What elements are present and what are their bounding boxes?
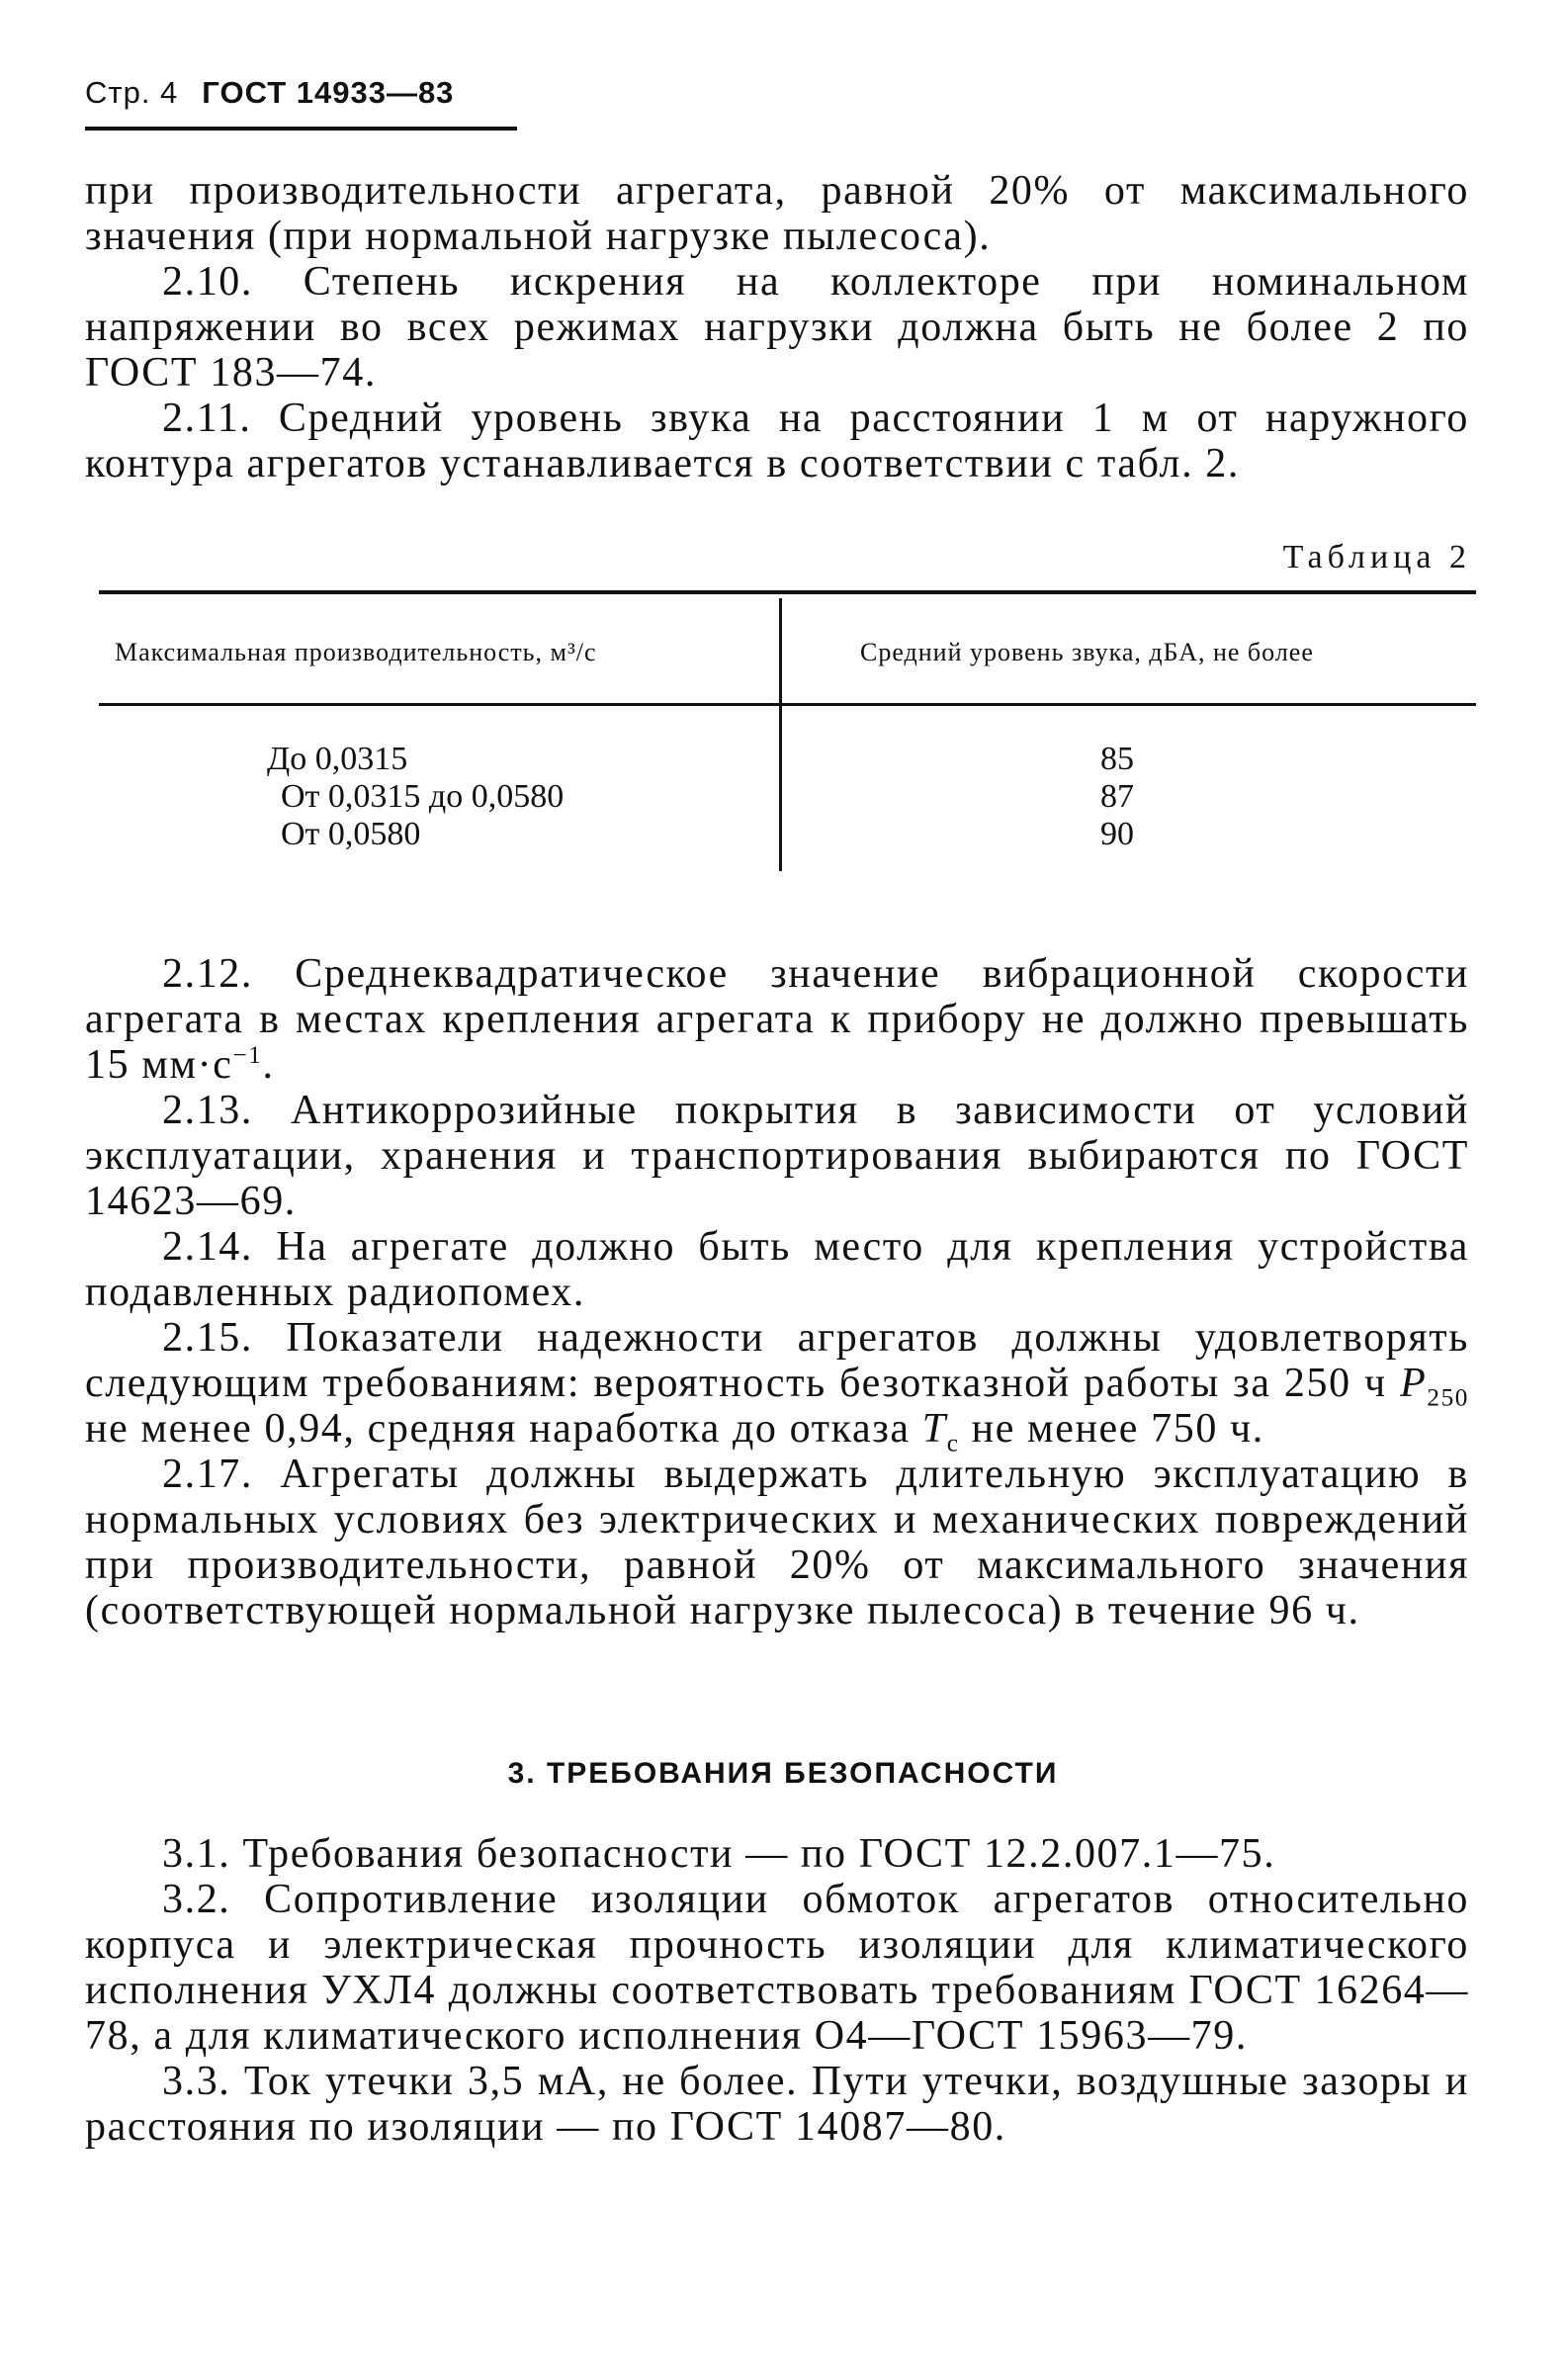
table-header-rule (99, 703, 1476, 706)
unit-exponent: −1 (232, 1042, 263, 1069)
symbol-p-subscript: 250 (1427, 1384, 1469, 1412)
table-cell-level: 85 (1100, 741, 1134, 777)
paragraph-2-15-end: не менее 750 ч. (959, 1406, 1264, 1452)
intro-text (85, 168, 1469, 486)
capacity-column (267, 741, 564, 853)
paragraph-2-12-text: 2.12. Среднеквадратическое значение вибрационной скорости агрегата в местах крепления агрегата к прибору не должно превышать 15 мм·с (85, 951, 1469, 1088)
page-header (85, 75, 454, 111)
paragraph-2-15-text-2: не менее 0,94, средняя наработка до отказа (85, 1406, 922, 1452)
safety-text (85, 1831, 1469, 2150)
paragraph-2-17: 2.17. Агрегаты должны выдержать длительную эксплуатацию в нормальных условиях без электрических и механических повреждений при производительности, равной 20% от максимального значения (соответствующей нормальной нагрузке пылесоса) в течение 96 ч. (85, 1452, 1469, 1633)
paragraph-2-10: 2.10. Степень искрения на коллекторе при номинальном напряжении во всех режимах нагрузки должна быть не более 2 по ГОСТ 183—74. (85, 259, 1469, 396)
table-cell-range: От 0,0580 (281, 816, 421, 852)
table-top-rule (99, 590, 1476, 594)
table-caption: Таблица 2 (1282, 539, 1471, 575)
table-cell-level: 87 (1100, 778, 1134, 815)
paragraph-2-12-end: . (262, 1042, 275, 1088)
paragraph-3-2: 3.2. Сопротивление изоляции обмоток агрегатов относительно корпуса и электрическая прочность изоляции для климатического исполнения УХЛ4 должны соответствовать требованиям ГОСТ 16264—78, а для климатического исполнения О4—ГОСТ 15963—79. (85, 1877, 1469, 2059)
column-header-sound-level: Средний уровень звука, дБА, не более (860, 638, 1314, 666)
standard-code: ГОСТ 14933—83 (202, 75, 455, 110)
table-cell-range: От 0,0315 до 0,0580 (281, 778, 565, 815)
page-number: Стр. 4 (85, 75, 179, 110)
paragraph-2-14: 2.14. На агрегате должно быть место для крепления устройства подавленных радиопомех. (85, 1224, 1469, 1315)
paragraph-2-12 (85, 951, 1469, 1088)
column-header-capacity: Максимальная производительность, м³/с (115, 638, 597, 666)
symbol-p: P (1400, 1361, 1428, 1406)
symbol-t-subscript: c (946, 1430, 960, 1457)
symbol-t: T (921, 1406, 947, 1452)
requirements-text (85, 951, 1469, 1633)
table-cell-range: До 0,0315 (267, 741, 408, 777)
paragraph-3-3: 3.3. Ток утечки 3,5 мА, не более. Пути утечки, воздушные зазоры и расстояния по изоляции — по ГОСТ 14087—80. (85, 2059, 1469, 2150)
section-title: 3. ТРЕБОВАНИЯ БЕЗОПАСНОСТИ (507, 1757, 1059, 1790)
paragraph-2-13: 2.13. Антикоррозийные покрытия в зависимости от условий эксплуатации, хранения и транспортирования выбираются по ГОСТ 14623—69. (85, 1088, 1469, 1224)
header-rule (85, 127, 517, 131)
table-column-divider (779, 598, 782, 871)
table-cell-level: 90 (1100, 816, 1134, 852)
paragraph-2-15-text: 2.15. Показатели надежности агрегатов должны удовлетворять следующим требованиям: вероятность безотказной работы за 250 ч (85, 1315, 1469, 1406)
paragraph-2-15 (85, 1315, 1469, 1457)
paragraph-continuation: при производительности агрегата, равной 20% от максимального значения (при нормальной нагрузке пылесоса). (85, 168, 1469, 259)
sound-level-column (1097, 741, 1137, 853)
paragraph-3-1: 3.1. Требования безопасности — по ГОСТ 12.2.007.1—75. (162, 1831, 1276, 1877)
paragraph-2-11: 2.11. Средний уровень звука на расстоянии 1 м от наружного контура агрегатов устанавливается в соответствии с табл. 2. (85, 396, 1469, 486)
